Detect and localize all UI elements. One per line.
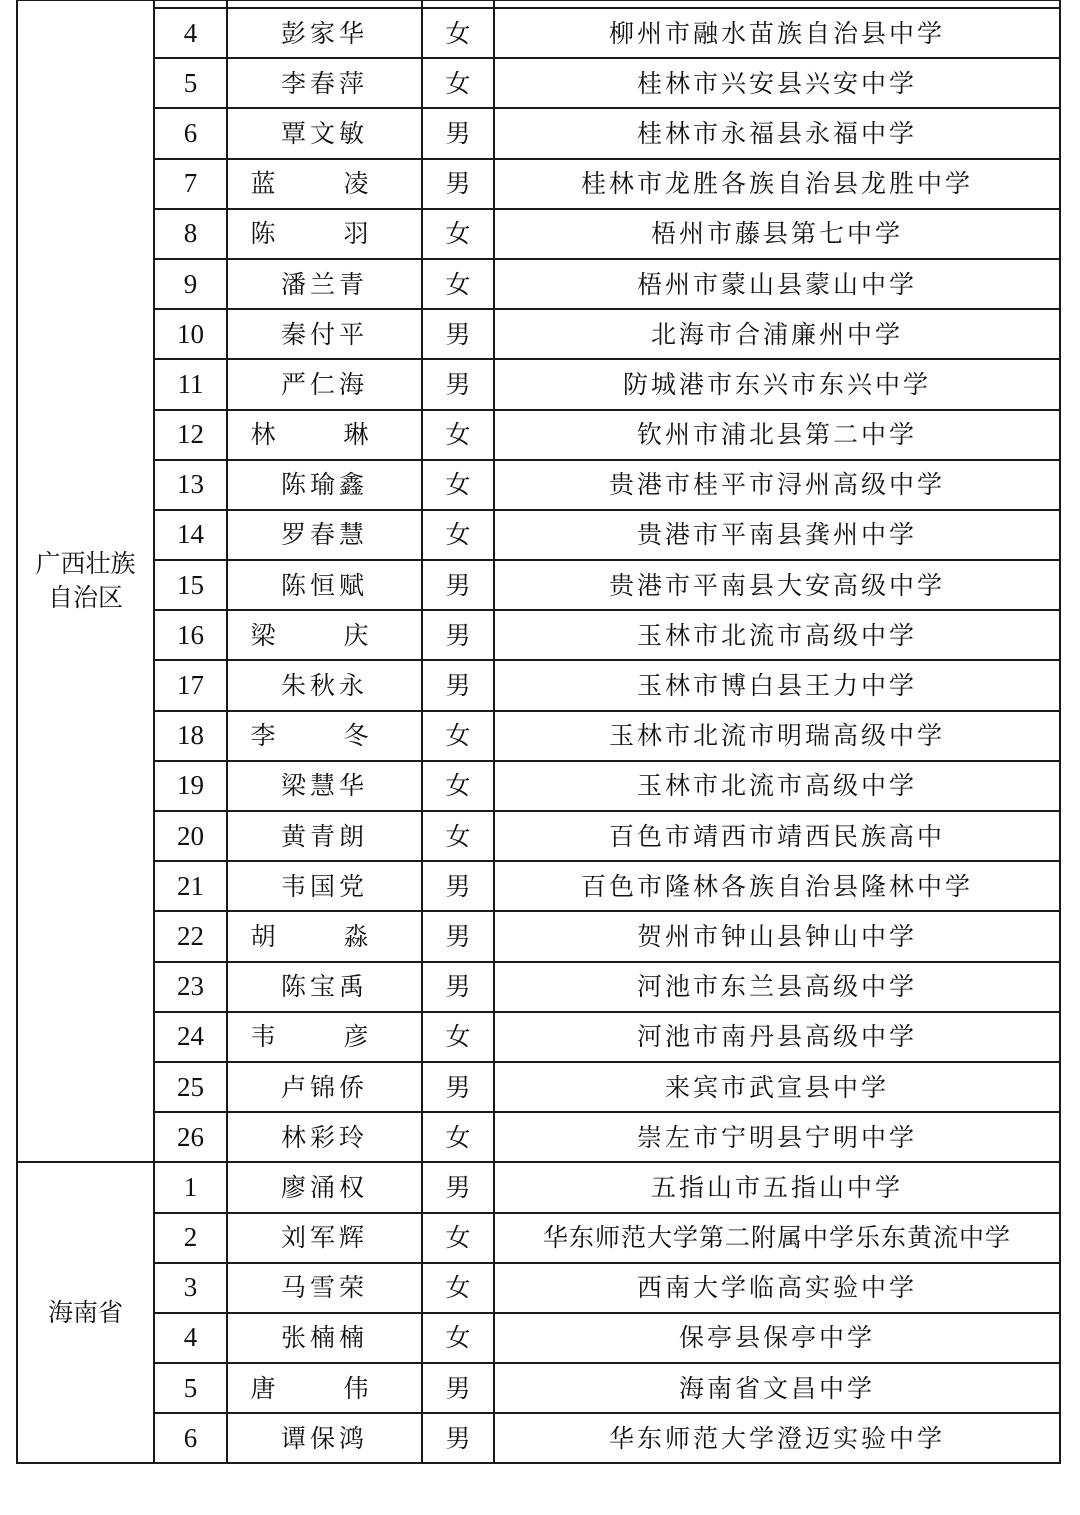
school-cell: 河池市东兰县高级中学 [494,962,1060,1012]
gender-cell: 男 [422,108,494,158]
student-name-cell: 严仁海 [227,359,422,409]
table-row [17,1012,1060,1062]
school-cell: 防城港市东兴市东兴中学 [494,359,1060,409]
school-cell [494,0,1060,8]
gender-cell: 男 [422,309,494,359]
gender-cell: 女 [422,209,494,259]
row-number-cell: 9 [154,259,227,309]
row-number-cell: 16 [154,610,227,660]
student-name-cell: 陈宝禹 [227,962,422,1012]
student-name-cell: 陈 羽 [227,209,422,259]
student-name-cell: 胡 淼 [227,911,422,961]
school-cell: 贺州市钟山县钟山中学 [494,911,1060,961]
gender-cell: 男 [422,610,494,660]
school-cell: 玉林市北流市高级中学 [494,610,1060,660]
province-label: 广西壮族自治区 [35,549,136,613]
school-cell: 河池市南丹县高级中学 [494,1012,1060,1062]
row-number-cell: 21 [154,861,227,911]
student-name-cell: 卢锦侨 [227,1062,422,1112]
row-number-cell: 22 [154,911,227,961]
gender-cell: 女 [422,711,494,761]
student-name-cell: 林彩玲 [227,1112,422,1162]
gender-cell: 男 [422,359,494,409]
school-cell: 北海市合浦廉州中学 [494,309,1060,359]
row-number-cell: 6 [154,1413,227,1463]
student-name-cell [227,0,422,8]
school-cell: 来宾市武宣县中学 [494,1062,1060,1112]
school-cell: 梧州市蒙山县蒙山中学 [494,259,1060,309]
row-number-cell: 15 [154,560,227,610]
student-name-cell: 李 冬 [227,711,422,761]
table-row [17,159,1060,209]
school-cell: 五指山市五指山中学 [494,1162,1060,1212]
student-name-cell: 刘军辉 [227,1213,422,1263]
gender-cell: 女 [422,1012,494,1062]
gender-cell: 男 [422,1162,494,1212]
row-number-cell: 26 [154,1112,227,1162]
gender-cell: 女 [422,8,494,58]
student-name-cell: 彭家华 [227,8,422,58]
gender-cell: 女 [422,1112,494,1162]
student-name-cell: 罗春慧 [227,510,422,560]
gender-cell: 女 [422,259,494,309]
student-name-cell: 陈瑜鑫 [227,460,422,510]
gender-cell: 男 [422,962,494,1012]
school-cell: 梧州市藤县第七中学 [494,209,1060,259]
gender-cell: 男 [422,660,494,710]
row-number-cell: 8 [154,209,227,259]
table-row [17,911,1060,961]
row-number-cell: 6 [154,108,227,158]
gender-cell: 男 [422,911,494,961]
row-number-cell: 5 [154,1363,227,1413]
table-row [17,861,1060,911]
gender-cell: 女 [422,460,494,510]
table-row [17,1162,1060,1212]
row-number-cell: 7 [154,159,227,209]
province-cell [17,1162,154,1463]
row-number-cell: 10 [154,309,227,359]
student-name-cell: 李春萍 [227,58,422,108]
row-number-cell: 13 [154,460,227,510]
row-number-cell: 11 [154,359,227,409]
student-name-cell: 林 琳 [227,410,422,460]
student-name-cell: 覃文敏 [227,108,422,158]
province-cell [17,0,154,1162]
student-name-cell: 陈恒赋 [227,560,422,610]
gender-cell: 男 [422,861,494,911]
table-row [17,962,1060,1012]
student-name-cell: 蓝 凌 [227,159,422,209]
table-row [17,1213,1060,1263]
school-cell: 玉林市北流市高级中学 [494,761,1060,811]
gender-cell: 女 [422,1313,494,1363]
gender-cell: 女 [422,1213,494,1263]
student-name-cell: 梁 庆 [227,610,422,660]
gender-cell: 男 [422,1413,494,1463]
row-number-cell: 24 [154,1012,227,1062]
table-row [17,460,1060,510]
student-roster-table [16,0,1061,1464]
table-row [17,811,1060,861]
school-cell: 玉林市北流市明瑞高级中学 [494,711,1060,761]
table-row [17,410,1060,460]
gender-cell: 男 [422,1363,494,1413]
student-name-cell: 梁慧华 [227,761,422,811]
school-cell: 贵港市平南县大安高级中学 [494,560,1060,610]
student-name-cell: 黄青朗 [227,811,422,861]
row-number-cell: 4 [154,1313,227,1363]
table-row [17,58,1060,108]
row-number-cell: 1 [154,1162,227,1212]
gender-cell: 女 [422,811,494,861]
row-number-cell: 19 [154,761,227,811]
row-number-cell: 25 [154,1062,227,1112]
school-cell: 玉林市博白县王力中学 [494,660,1060,710]
school-cell: 海南省文昌中学 [494,1363,1060,1413]
student-name-cell: 马雪荣 [227,1263,422,1313]
table-row [17,510,1060,560]
student-name-cell: 唐 伟 [227,1363,422,1413]
gender-cell: 女 [422,510,494,560]
row-number-cell: 18 [154,711,227,761]
gender-cell: 男 [422,159,494,209]
school-cell: 西南大学临高实验中学 [494,1263,1060,1313]
school-cell: 桂林市兴安县兴安中学 [494,58,1060,108]
table-row [17,1413,1060,1463]
gender-cell: 女 [422,58,494,108]
school-cell: 钦州市浦北县第二中学 [494,410,1060,460]
gender-cell: 男 [422,560,494,610]
student-name-cell: 韦 彦 [227,1012,422,1062]
table-row [17,1313,1060,1363]
row-number-cell: 17 [154,660,227,710]
table-row [17,660,1060,710]
row-number-cell: 14 [154,510,227,560]
table-row [17,309,1060,359]
student-name-cell: 秦付平 [227,309,422,359]
table-row [17,610,1060,660]
school-cell: 桂林市永福县永福中学 [494,108,1060,158]
table-row [17,1363,1060,1413]
student-name-cell: 韦国党 [227,861,422,911]
row-number-cell: 3 [154,1263,227,1313]
school-cell: 贵港市桂平市浔州高级中学 [494,460,1060,510]
row-number-cell: 5 [154,58,227,108]
row-number-cell [154,0,227,8]
table-row [17,560,1060,610]
table-row [17,108,1060,158]
row-number-cell: 20 [154,811,227,861]
row-number-cell: 23 [154,962,227,1012]
gender-cell: 女 [422,761,494,811]
table-row [17,359,1060,409]
school-cell: 桂林市龙胜各族自治县龙胜中学 [494,159,1060,209]
school-cell: 百色市靖西市靖西民族高中 [494,811,1060,861]
table-row [17,1112,1060,1162]
gender-cell [422,0,494,8]
student-name-cell: 谭保鸿 [227,1413,422,1463]
table-row [17,1062,1060,1112]
school-cell: 华东师范大学澄迈实验中学 [494,1413,1060,1463]
gender-cell: 女 [422,410,494,460]
table-row [17,259,1060,309]
table-row [17,761,1060,811]
row-number-cell: 4 [154,8,227,58]
gender-cell: 男 [422,1062,494,1112]
table-row [17,711,1060,761]
table-row [17,8,1060,58]
school-cell: 华东师范大学第二附属中学乐东黄流中学 [494,1213,1060,1263]
roster-body [17,0,1060,1463]
student-name-cell: 张楠楠 [227,1313,422,1363]
row-number-cell: 2 [154,1213,227,1263]
table-row [17,1263,1060,1313]
table-row [17,209,1060,259]
gender-cell: 女 [422,1263,494,1313]
school-cell: 崇左市宁明县宁明中学 [494,1112,1060,1162]
student-name-cell: 潘兰青 [227,259,422,309]
student-name-cell: 廖涌权 [227,1162,422,1212]
row-number-cell: 12 [154,410,227,460]
province-label: 海南省 [47,1298,123,1327]
school-cell: 百色市隆林各族自治县隆林中学 [494,861,1060,911]
table-row [17,0,1060,8]
student-name-cell: 朱秋永 [227,660,422,710]
school-cell: 贵港市平南县龚州中学 [494,510,1060,560]
school-cell: 保亭县保亭中学 [494,1313,1060,1363]
school-cell: 柳州市融水苗族自治县中学 [494,8,1060,58]
